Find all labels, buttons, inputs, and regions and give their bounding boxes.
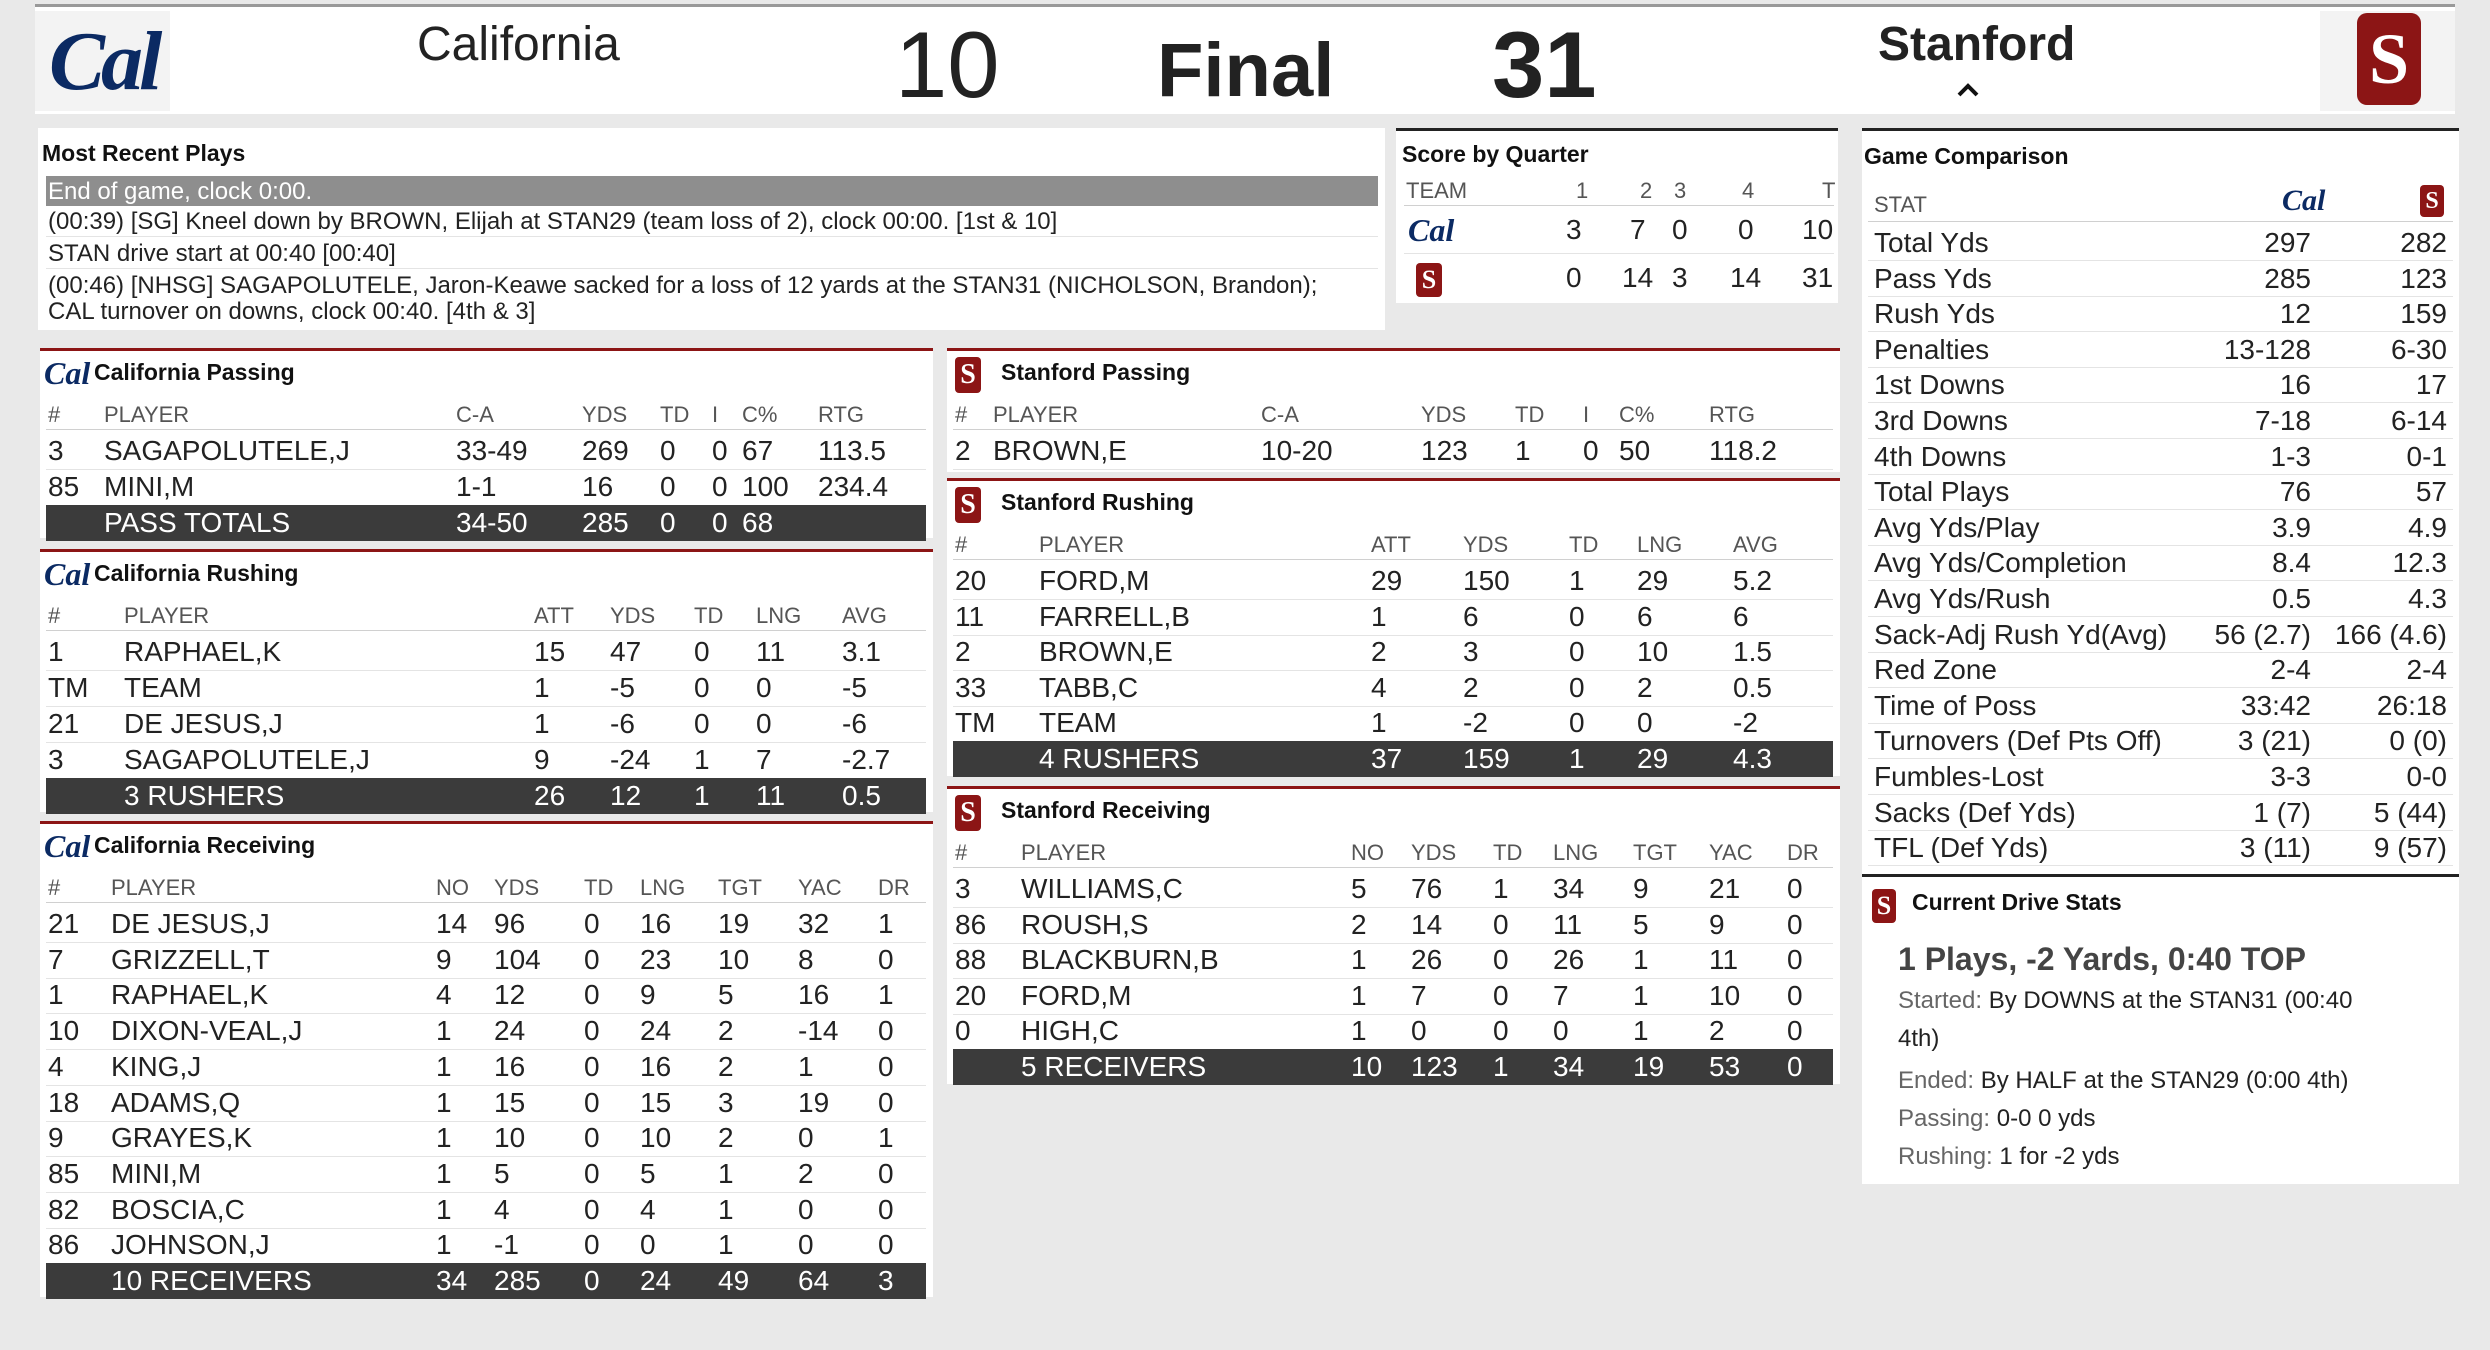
passing-row-total: PASS TOTALS 34-50 285 0 0 68	[46, 505, 926, 541]
receiving-row: 20 FORD,M 1 7 0 7 1 10 0	[953, 978, 1833, 1015]
stanford-passing-header: # PLAYER C-A YDS TD I C% RTG	[953, 401, 1833, 430]
rushing-row: TM TEAM 1 -5 0 0 -5	[46, 670, 926, 707]
divider	[46, 268, 1378, 269]
drive-rushing: Rushing: 1 for -2 yds	[1898, 1143, 2120, 1170]
stanford-logo-icon: S	[1416, 263, 1442, 297]
receiving-row: 86 JOHNSON,J 1 -1 0 0 1 0 0	[46, 1227, 926, 1264]
receiving-row: 0 HIGH,C 1 0 0 0 1 2 0	[953, 1013, 1833, 1050]
comparison-row: Rush Yds 12 159	[1868, 296, 2453, 332]
comparison-row: Total Yds 297 282	[1868, 225, 2453, 261]
rushing-row-total: 4 RUSHERS 37 159 1 29 4.3	[953, 741, 1833, 777]
game-comparison-panel	[1862, 128, 2459, 874]
stanford-logo	[2320, 11, 2455, 111]
stanford-passing-panel	[947, 348, 1840, 472]
cal-receiving-title: California Receiving	[94, 832, 316, 858]
comparison-row: Sack-Adj Rush Yd(Avg) 56 (2.7) 166 (4.6)	[1868, 617, 2453, 653]
rushing-row: 2 BROWN,E 2 3 0 10 1.5	[953, 634, 1833, 671]
drive-ended: Ended: By HALF at the STAN29 (0:00 4th)	[1898, 1067, 2349, 1094]
comparison-row: 3rd Downs 7-18 6-14	[1868, 403, 2453, 439]
stanford-logo-icon: S	[955, 357, 981, 393]
cal-passing-title: California Passing	[94, 359, 295, 385]
receiving-row-total: 5 RECEIVERS 10 123 1 34 19 53 0	[953, 1049, 1833, 1085]
receiving-row-total: 10 RECEIVERS 34 285 0 24 49 64 3	[46, 1263, 926, 1299]
receiving-row: 7 GRIZZELL,T 9 104 0 23 10 8 0	[46, 942, 926, 979]
comparison-row: 1st Downs 16 17	[1868, 367, 2453, 403]
comparison-row: Time of Poss 33:42 26:18	[1868, 688, 2453, 724]
comparison-row: TFL (Def Yds) 3 (11) 9 (57)	[1868, 830, 2453, 866]
chevron-up-icon[interactable]	[1955, 77, 1981, 103]
cal-passing-header: # PLAYER C-A YDS TD I C% RTG	[46, 401, 926, 430]
receiving-row: 10 DIXON-VEAL,J 1 24 0 24 2 -14 0	[46, 1013, 926, 1050]
receiving-row: 1 RAPHAEL,K 4 12 0 9 5 16 1	[46, 977, 926, 1014]
cal-rushing-title: California Rushing	[94, 560, 299, 586]
receiving-row: 4 KING,J 1 16 0 16 2 1 0	[46, 1049, 926, 1086]
comparison-row: Total Plays 76 57	[1868, 474, 2453, 510]
recent-play: (00:46) [NHSG] SAGAPOLUTELE, Jaron-Keawe sacked for a loss of 12 yards at the STAN31 (NICHOLSON, Brandon);	[48, 272, 1318, 299]
score-by-quarter-title: Score by Quarter	[1402, 141, 1589, 167]
quarter-row-stanford: S 0 14 3 14 31	[1404, 255, 1834, 301]
stanford-receiving-title: Stanford Receiving	[1001, 797, 1211, 823]
receiving-row: 82 BOSCIA,C 1 4 0 4 1 0 0	[46, 1192, 926, 1229]
most-recent-plays-panel	[38, 128, 1385, 330]
passing-row: 2 BROWN,E 10-20 123 1 0 50 118.2	[953, 433, 1833, 470]
drive-started-cont: 4th)	[1898, 1025, 1940, 1052]
home-team-name: Stanford	[1878, 18, 2076, 71]
current-drive-panel	[1862, 874, 2459, 1184]
stanford-logo-icon: S	[1872, 889, 1896, 923]
scoreboard	[35, 4, 2455, 117]
drive-summary: 1 Plays, -2 Yards, 0:40 TOP	[1898, 941, 2306, 977]
stanford-logo-icon: S	[2420, 185, 2444, 217]
cal-passing-panel	[40, 348, 933, 538]
stanford-rushing-title: Stanford Rushing	[1001, 489, 1194, 515]
recent-play: STAN drive start at 00:40 [00:40]	[48, 240, 396, 267]
away-score: 10	[895, 12, 1000, 117]
comparison-row: Sacks (Def Yds) 1 (7) 5 (44)	[1868, 795, 2453, 831]
receiving-row: 3 WILLIAMS,C 5 76 1 34 9 21 0	[953, 871, 1833, 908]
comparison-header-row: STAT Cal S	[1868, 181, 2453, 222]
receiving-row: 88 BLACKBURN,B 1 26 0 26 1 11 0	[953, 942, 1833, 979]
cal-receiving-panel	[40, 821, 933, 1297]
stanford-receiving-header: # PLAYER NO YDS TD LNG TGT YAC DR	[953, 839, 1833, 868]
comparison-row: Turnovers (Def Pts Off) 3 (21) 0 (0)	[1868, 723, 2453, 759]
stanford-rushing-panel	[947, 478, 1840, 776]
comparison-row: Red Zone 2-4 2-4	[1868, 652, 2453, 688]
cal-logo-icon: Cal	[2282, 184, 2326, 217]
rushing-row: 3 SAGAPOLUTELE,J 9 -24 1 7 -2.7	[46, 742, 926, 779]
receiving-row: 21 DE JESUS,J 14 96 0 16 19 32 1	[46, 906, 926, 943]
stanford-tree-icon: S	[2357, 13, 2421, 105]
rushing-row: 21 DE JESUS,J 1 -6 0 0 -6	[46, 706, 926, 743]
passing-row: 3 SAGAPOLUTELE,J 33-49 269 0 0 67 113.5	[46, 433, 926, 470]
comparison-row: Fumbles-Lost 3-3 0-0	[1868, 759, 2453, 795]
away-team-name: California	[417, 18, 620, 71]
quarter-header-row: TEAM 1 2 3 4 T	[1404, 177, 1834, 206]
recent-play: End of game, clock 0:00.	[48, 178, 313, 205]
rushing-row: 33 TABB,C 4 2 0 2 0.5	[953, 670, 1833, 707]
game-comparison-title: Game Comparison	[1864, 143, 2069, 169]
cal-logo-icon: Cal	[44, 556, 91, 592]
stanford-receiving-panel	[947, 786, 1840, 1084]
receiving-row: 18 ADAMS,Q 1 15 0 15 3 19 0	[46, 1085, 926, 1122]
cal-rushing-panel	[40, 549, 933, 812]
cal-logo-icon: Cal	[44, 828, 91, 864]
rushing-row: 1 RAPHAEL,K 15 47 0 11 3.1	[46, 634, 926, 671]
stanford-logo-icon: S	[955, 487, 981, 523]
cal-receiving-header: # PLAYER NO YDS TD LNG TGT YAC DR	[46, 874, 926, 903]
divider	[46, 236, 1378, 237]
cal-logo: Cal	[35, 11, 170, 111]
drive-passing: Passing: 0-0 0 yds	[1898, 1105, 2096, 1132]
receiving-row: 9 GRAYES,K 1 10 0 10 2 0 1	[46, 1120, 926, 1157]
passing-row: 85 MINI,M 1-1 16 0 0 100 234.4	[46, 469, 926, 506]
game-status: Final	[1157, 28, 1335, 113]
drive-started: Started: By DOWNS at the STAN31 (00:40	[1898, 987, 2353, 1014]
stanford-passing-title: Stanford Passing	[1001, 359, 1191, 385]
current-drive-title: Current Drive Stats	[1912, 889, 2122, 915]
comparison-row: Avg Yds/Play 3.9 4.9	[1868, 510, 2453, 546]
comparison-row: Avg Yds/Rush 0.5 4.3	[1868, 581, 2453, 617]
most-recent-plays-title: Most Recent Plays	[42, 140, 246, 166]
comparison-row: 4th Downs 1-3 0-1	[1868, 439, 2453, 475]
comparison-row: Pass Yds 285 123	[1868, 261, 2453, 297]
score-by-quarter-panel	[1396, 128, 1838, 303]
comparison-row: Avg Yds/Completion 8.4 12.3	[1868, 545, 2453, 581]
cal-rushing-header: # PLAYER ATT YDS TD LNG AVG	[46, 602, 926, 631]
recent-play: (00:39) [SG] Kneel down by BROWN, Elijah at STAN29 (team loss of 2), clock 00:00. [1st & 10]	[48, 208, 1058, 235]
quarter-row-cal: Cal 3 7 0 0 10	[1404, 207, 1834, 254]
rushing-row: 11 FARRELL,B 1 6 0 6 6	[953, 599, 1833, 636]
rushing-row: TM TEAM 1 -2 0 0 -2	[953, 705, 1833, 742]
rushing-row-total: 3 RUSHERS 26 12 1 11 0.5	[46, 778, 926, 814]
cal-logo-icon: Cal	[1408, 212, 1455, 248]
recent-play: CAL turnover on downs, clock 00:40. [4th & 3]	[48, 298, 536, 325]
stanford-logo-icon: S	[955, 795, 981, 831]
cal-logo-icon: Cal	[44, 355, 91, 391]
receiving-row: 85 MINI,M 1 5 0 5 1 2 0	[46, 1156, 926, 1193]
rushing-row: 20 FORD,M 29 150 1 29 5.2	[953, 563, 1833, 600]
comparison-row: Penalties 13-128 6-30	[1868, 332, 2453, 368]
receiving-row: 86 ROUSH,S 2 14 0 11 5 9 0	[953, 907, 1833, 944]
stanford-rushing-header: # PLAYER ATT YDS TD LNG AVG	[953, 531, 1833, 560]
home-score: 31	[1492, 12, 1597, 117]
